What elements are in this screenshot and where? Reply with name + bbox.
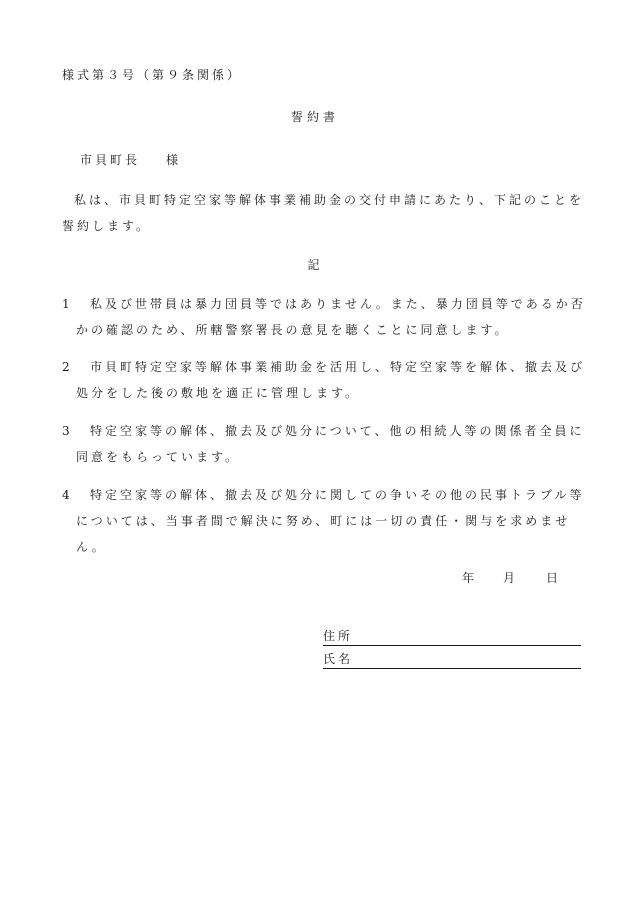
- intro-paragraph: 私は、市貝町特定空家等解体事業補助金の交付申請にあたり、下記のことを誓約します。: [62, 193, 585, 233]
- item-number: 4: [62, 488, 73, 502]
- list-item: [62, 291, 587, 343]
- date-line: [462, 569, 561, 586]
- list-item: [62, 482, 587, 560]
- name-field[interactable]: [323, 650, 581, 669]
- item-number: 2: [62, 360, 73, 374]
- list-item: [62, 354, 587, 406]
- item-number: 1: [62, 297, 73, 311]
- ki-heading: 記: [307, 258, 323, 272]
- list-item: [62, 418, 587, 470]
- form-number: 様式第３号（第９条関係）: [62, 68, 243, 82]
- date-month: 月: [503, 571, 519, 585]
- item-text: 特定空家等の解体、撤去及び処分について、他の相続人等の関係者全員に同意をもらっています。: [76, 424, 585, 464]
- name-label: 氏名: [323, 652, 354, 666]
- item-number: 3: [62, 424, 73, 438]
- address-field[interactable]: [323, 627, 581, 646]
- addressee: [80, 151, 181, 168]
- item-text: 特定空家等の解体、撤去及び処分に関しての争いその他の民事トラブル等については、当事者間で解決に努め、町には一切の責任・関与を求めません。: [76, 488, 585, 554]
- date-year: 年: [462, 571, 478, 585]
- addressee-honorific: 様: [166, 153, 182, 167]
- page-title: 誓約書: [290, 110, 339, 124]
- addressee-name: 市貝町長: [80, 153, 141, 167]
- item-text: 私及び世帯員は暴力団員等ではありません。また、暴力団員等であるか否かの確認のため、所轄警察署長の意見を聴くことに同意します。: [76, 297, 586, 337]
- address-label: 住所: [323, 629, 354, 643]
- date-day: 日: [546, 571, 562, 585]
- item-text: 市貝町特定空家等解体事業補助金を活用し、特定空家等を解体、撤去及び処分をした後の敷地を適正に管理します。: [76, 360, 586, 400]
